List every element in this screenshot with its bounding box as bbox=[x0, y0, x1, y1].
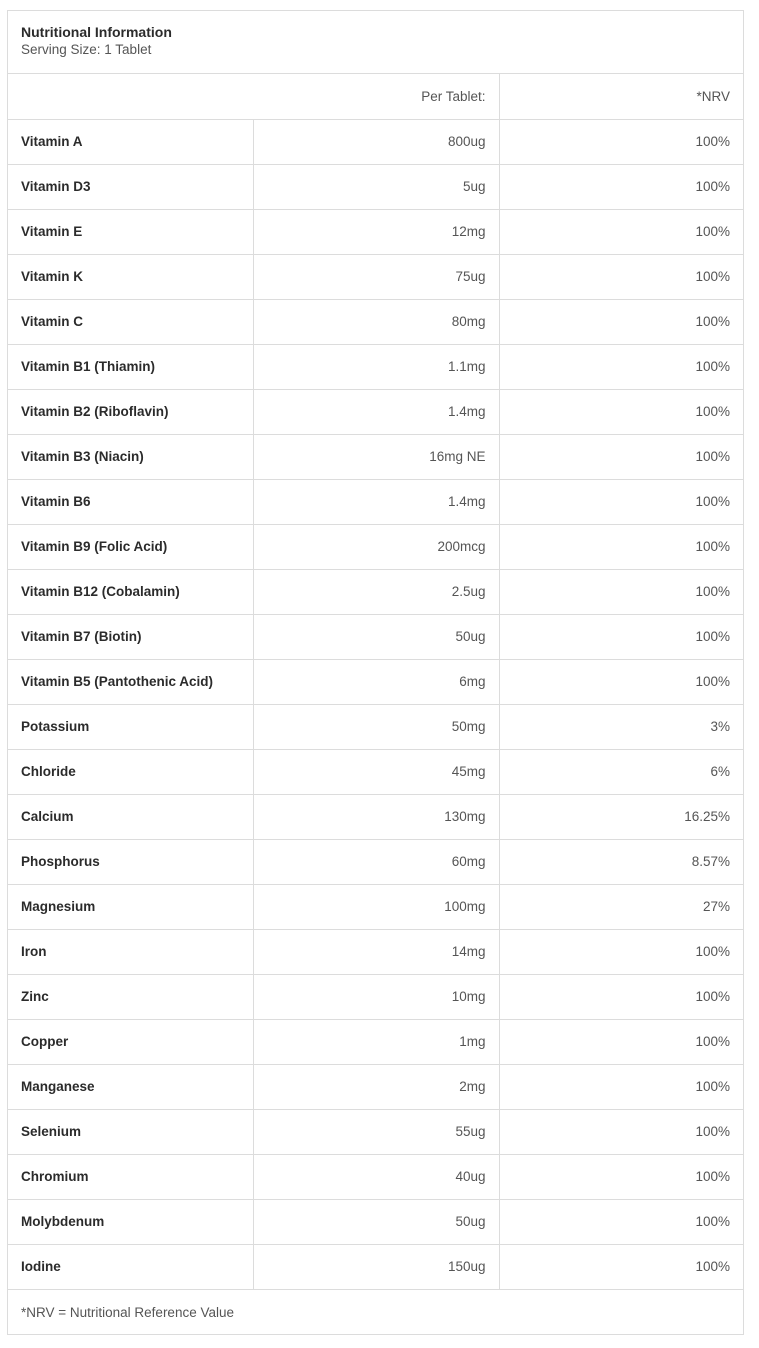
nutrient-name: Vitamin K bbox=[8, 254, 253, 299]
table-row bbox=[8, 929, 743, 974]
nrv-value: 100% bbox=[499, 1154, 743, 1199]
nutrient-name: Potassium bbox=[8, 704, 253, 749]
nrv-value: 100% bbox=[499, 164, 743, 209]
per-tablet-amount: 55ug bbox=[253, 1109, 499, 1154]
nrv-value: 6% bbox=[499, 749, 743, 794]
nrv-value: 8.57% bbox=[499, 839, 743, 884]
per-tablet-amount: 40ug bbox=[253, 1154, 499, 1199]
panel-title: Nutritional Information bbox=[21, 24, 172, 40]
table-row bbox=[8, 614, 743, 659]
per-tablet-amount: 1.4mg bbox=[253, 389, 499, 434]
nrv-footnote bbox=[8, 1289, 743, 1334]
nrv-value: 100% bbox=[499, 659, 743, 704]
nutrient-name: Vitamin B9 (Folic Acid) bbox=[8, 524, 253, 569]
nrv-value: 3% bbox=[499, 704, 743, 749]
nutrient-name: Chromium bbox=[8, 1154, 253, 1199]
nrv-value: 27% bbox=[499, 884, 743, 929]
nutrient-name: Manganese bbox=[8, 1064, 253, 1109]
nutrient-name: Vitamin B7 (Biotin) bbox=[8, 614, 253, 659]
per-tablet-amount: 75ug bbox=[253, 254, 499, 299]
table-row bbox=[8, 884, 743, 929]
per-tablet-amount: 80mg bbox=[253, 299, 499, 344]
nrv-value: 100% bbox=[499, 299, 743, 344]
serving-size: Serving Size: 1 Tablet bbox=[21, 42, 152, 57]
per-tablet-amount: 6mg bbox=[253, 659, 499, 704]
table-row bbox=[8, 434, 743, 479]
table-row bbox=[8, 839, 743, 884]
footnote-text: *NRV = Nutritional Reference Value bbox=[21, 1304, 234, 1320]
table-row bbox=[8, 1199, 743, 1244]
nrv-value: 100% bbox=[499, 1064, 743, 1109]
nutrient-name: Iodine bbox=[8, 1244, 253, 1289]
nrv-value: 100% bbox=[499, 974, 743, 1019]
table-row bbox=[8, 119, 743, 164]
per-tablet-amount: 1.1mg bbox=[253, 344, 499, 389]
per-tablet-amount: 50ug bbox=[253, 614, 499, 659]
per-tablet-amount: 45mg bbox=[253, 749, 499, 794]
per-tablet-amount: 50ug bbox=[253, 1199, 499, 1244]
table-row bbox=[8, 299, 743, 344]
per-tablet-amount: 1.4mg bbox=[253, 479, 499, 524]
per-tablet-amount: 130mg bbox=[253, 794, 499, 839]
nutrient-name: Vitamin B12 (Cobalamin) bbox=[8, 569, 253, 614]
nrv-value: 100% bbox=[499, 1019, 743, 1064]
nrv-value: 100% bbox=[499, 209, 743, 254]
nrv-value: 100% bbox=[499, 929, 743, 974]
per-tablet-amount: 50mg bbox=[253, 704, 499, 749]
nutrient-name: Magnesium bbox=[8, 884, 253, 929]
column-header-row bbox=[8, 74, 743, 119]
per-tablet-amount: 60mg bbox=[253, 839, 499, 884]
nutrient-name: Vitamin B6 bbox=[8, 479, 253, 524]
table-row bbox=[8, 389, 743, 434]
per-tablet-amount: 16mg NE bbox=[253, 434, 499, 479]
table-row bbox=[8, 1154, 743, 1199]
nrv-value: 100% bbox=[499, 524, 743, 569]
nrv-header: *NRV bbox=[696, 88, 730, 104]
table-row bbox=[8, 794, 743, 839]
nutrition-table bbox=[8, 74, 743, 1289]
table-row bbox=[8, 569, 743, 614]
nrv-value: 100% bbox=[499, 569, 743, 614]
per-tablet-amount: 2.5ug bbox=[253, 569, 499, 614]
per-tablet-amount: 150ug bbox=[253, 1244, 499, 1289]
nutrient-name: Vitamin D3 bbox=[8, 164, 253, 209]
table-row bbox=[8, 254, 743, 299]
nutrient-name: Selenium bbox=[8, 1109, 253, 1154]
nutrient-name: Vitamin C bbox=[8, 299, 253, 344]
table-row bbox=[8, 704, 743, 749]
nrv-value: 100% bbox=[499, 434, 743, 479]
nutrient-name: Calcium bbox=[8, 794, 253, 839]
nutrient-name: Vitamin E bbox=[8, 209, 253, 254]
nrv-value: 100% bbox=[499, 614, 743, 659]
per-tablet-amount: 14mg bbox=[253, 929, 499, 974]
table-row bbox=[8, 1064, 743, 1109]
per-tablet-header: Per Tablet: bbox=[253, 74, 499, 119]
nutrient-name: Phosphorus bbox=[8, 839, 253, 884]
nrv-value: 100% bbox=[499, 1109, 743, 1154]
per-tablet-amount: 100mg bbox=[253, 884, 499, 929]
nrv-value: 16.25% bbox=[499, 794, 743, 839]
table-row bbox=[8, 1109, 743, 1154]
nutrition-panel bbox=[7, 10, 744, 1335]
nrv-value: 100% bbox=[499, 254, 743, 299]
table-row bbox=[8, 164, 743, 209]
per-tablet-amount: 5ug bbox=[253, 164, 499, 209]
table-row bbox=[8, 524, 743, 569]
nutrient-name: Vitamin A bbox=[8, 119, 253, 164]
nutrient-name: Iron bbox=[8, 929, 253, 974]
nutrition-header bbox=[8, 11, 743, 74]
table-row bbox=[8, 479, 743, 524]
per-tablet-amount: 2mg bbox=[253, 1064, 499, 1109]
per-tablet-amount: 800ug bbox=[253, 119, 499, 164]
table-row bbox=[8, 659, 743, 704]
table-row bbox=[8, 209, 743, 254]
per-tablet-amount: 12mg bbox=[253, 209, 499, 254]
nutrient-name: Vitamin B2 (Riboflavin) bbox=[8, 389, 253, 434]
nutrient-name: Vitamin B1 (Thiamin) bbox=[8, 344, 253, 389]
per-tablet-amount: 200mcg bbox=[253, 524, 499, 569]
header-blank-cell bbox=[8, 74, 253, 119]
table-row bbox=[8, 344, 743, 389]
nrv-value: 100% bbox=[499, 1199, 743, 1244]
nrv-value: 100% bbox=[499, 389, 743, 434]
nutrient-name: Vitamin B5 (Pantothenic Acid) bbox=[8, 659, 253, 704]
table-row bbox=[8, 1244, 743, 1289]
nrv-value: 100% bbox=[499, 479, 743, 524]
nutrient-name: Zinc bbox=[8, 974, 253, 1019]
nutrient-name: Copper bbox=[8, 1019, 253, 1064]
nrv-value: 100% bbox=[499, 119, 743, 164]
nutrient-name: Vitamin B3 (Niacin) bbox=[8, 434, 253, 479]
table-row bbox=[8, 974, 743, 1019]
per-tablet-amount: 1mg bbox=[253, 1019, 499, 1064]
table-row bbox=[8, 1019, 743, 1064]
nutrient-name: Molybdenum bbox=[8, 1199, 253, 1244]
table-row bbox=[8, 749, 743, 794]
nrv-value: 100% bbox=[499, 1244, 743, 1289]
per-tablet-amount: 10mg bbox=[253, 974, 499, 1019]
nutrient-name: Chloride bbox=[8, 749, 253, 794]
nrv-value: 100% bbox=[499, 344, 743, 389]
